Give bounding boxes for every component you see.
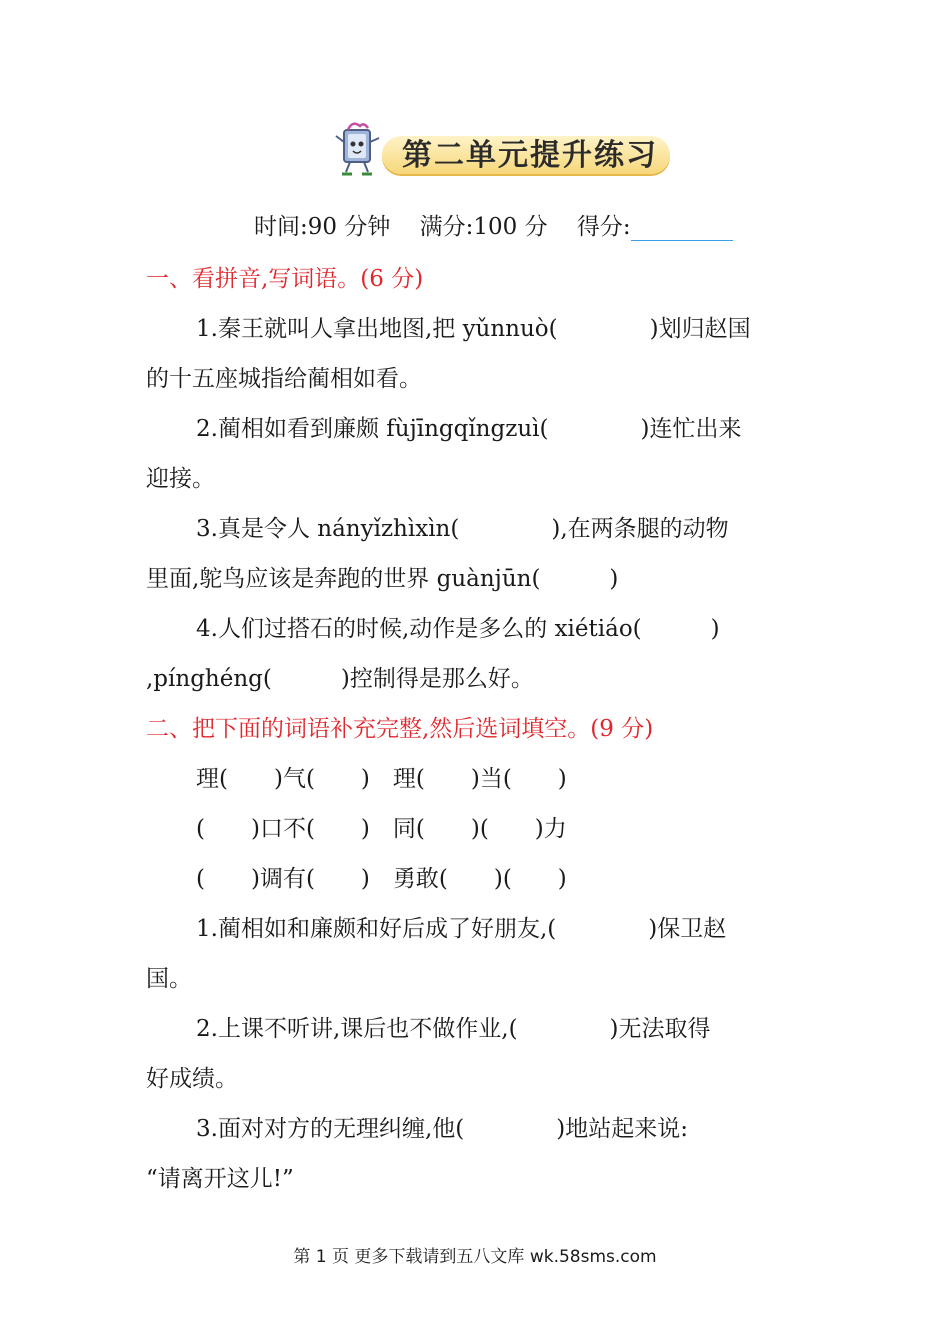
score-blank[interactable] [631, 216, 733, 241]
full-score-info: 满分:100 分 [419, 214, 548, 240]
score-label: 得分: [576, 214, 631, 240]
q1-line1: 1.秦王就叫人拿出地图,把 yǔnnuò( )划归赵国 [196, 316, 751, 342]
book-mascot-icon [330, 120, 386, 178]
q4-line2: ,pínghéng( )控制得是那么好。 [146, 666, 534, 692]
fill-q2-line2: 好成绩。 [146, 1066, 238, 1092]
section2-heading: 二、把下面的词语补充完整,然后选词填空。(9 分) [146, 716, 654, 742]
exam-info [254, 208, 755, 241]
page-footer: 第 1 页 更多下载请到五八文库 wk.58sms.com [293, 1247, 657, 1267]
word-row-1: 理( )气( ) 理( )当( ) [196, 766, 567, 792]
q3-line2: 里面,鸵鸟应该是奔跑的世界 guànjūn( ) [146, 566, 619, 592]
time-info: 时间:90 分钟 [254, 214, 391, 240]
q4-line1: 4.人们过搭石的时候,动作是多么的 xiétiáo( ) [196, 616, 720, 642]
q2-line2: 迎接。 [146, 466, 215, 492]
q1-line2: 的十五座城指给蔺相如看。 [146, 366, 422, 392]
word-row-3: ( )调有( ) 勇敢( )( ) [196, 866, 567, 892]
fill-q3-line1: 3.面对对方的无理纠缠,他( )地站起来说: [196, 1116, 688, 1142]
word-row-2: ( )口不( ) 同( )( )力 [196, 816, 567, 842]
page-title: 第二单元提升练习 [402, 138, 658, 173]
title-banner [330, 120, 680, 180]
fill-q3-line2: “请离开这儿!” [146, 1166, 294, 1192]
q3-line1: 3.真是令人 nányǐzhìxìn( ),在两条腿的动物 [196, 516, 729, 542]
section1-heading: 一、看拼音,写词语。(6 分) [146, 266, 424, 292]
q2-line1: 2.蔺相如看到廉颇 fùjīngqǐngzuì( )连忙出来 [196, 416, 742, 442]
fill-q1-line2: 国。 [146, 966, 192, 992]
fill-q2-line1: 2.上课不听讲,课后也不做作业,( )无法取得 [196, 1016, 711, 1042]
fill-q1-line1: 1.蔺相如和廉颇和好后成了好朋友,( )保卫赵 [196, 916, 727, 942]
